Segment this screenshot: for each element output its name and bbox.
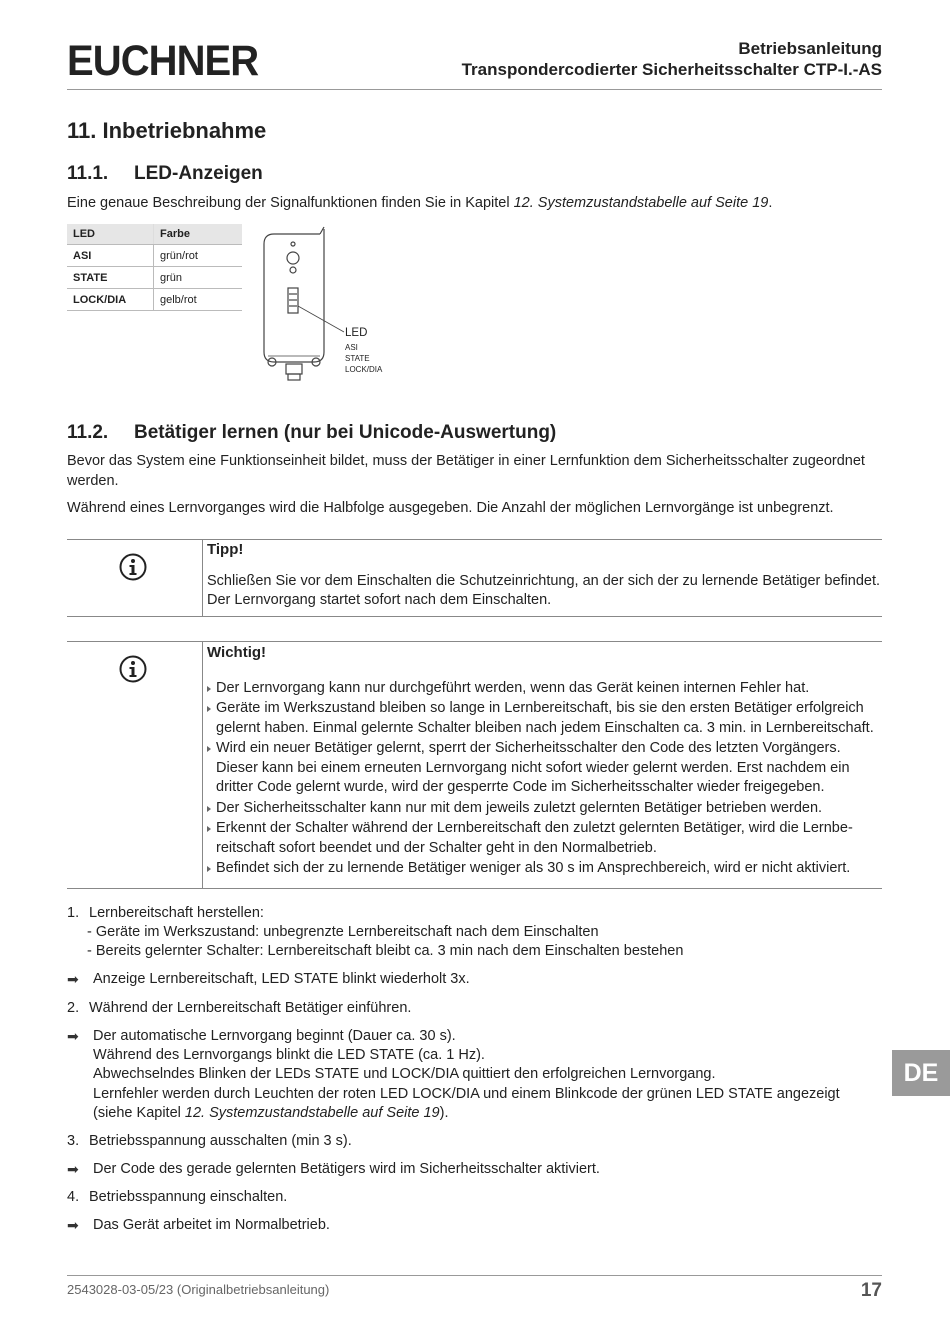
step-number: 1. bbox=[67, 905, 80, 921]
learn-paragraph-2: Während eines Lernvorganges wird die Halbfolge ausgegeben. Die Anzahl der möglichen Lernvorgänge ist unbegrenzt. bbox=[67, 500, 834, 516]
arrow-right-icon: ➡ bbox=[67, 1028, 79, 1044]
figure-led-state: STATE bbox=[345, 354, 370, 363]
list-item: Wird ein neuer Betätiger gelernt, sperrt der Sicherheitsschalter den Code des letzten Vorgängers. Dieser kann bei einem erneuten Lernvorgang nicht sofort wieder gelernt werden. Erst nachdem ein dritter Code gelernt wurde, wird der gesperrte Code im Sicherheitsschalter wieder freigegeben. bbox=[207, 739, 882, 798]
subsection-title: Betätiger lernen (nur bei Unicode-Auswertung) bbox=[134, 422, 557, 443]
important-box bbox=[67, 641, 882, 889]
result-3 bbox=[67, 1160, 600, 1180]
section-title: 11. Inbetriebnahme bbox=[67, 118, 267, 143]
header-title: Betriebsanleitung bbox=[738, 39, 882, 58]
intro-text: Eine genaue Beschreibung der Signalfunktionen finden Sie in Kapitel bbox=[67, 195, 514, 211]
table-row bbox=[67, 289, 242, 311]
table-row bbox=[67, 245, 242, 267]
switch-device-drawing bbox=[258, 224, 348, 394]
step-2 bbox=[67, 999, 411, 1018]
step-number: 2. bbox=[67, 1000, 80, 1016]
step-number: 4. bbox=[67, 1189, 80, 1205]
chapter-reference-link[interactable]: 12. Systemzustandstabelle auf Seite 19 bbox=[184, 1104, 440, 1121]
table-cell: ASI bbox=[67, 245, 154, 267]
tip-icon-cell bbox=[67, 540, 203, 616]
step-text: Betriebsspannung einschalten. bbox=[89, 1189, 288, 1205]
table-cell: gelb/rot bbox=[154, 289, 243, 311]
page-number: 17 bbox=[860, 1280, 882, 1301]
led-table bbox=[67, 224, 242, 311]
list-item: Befindet sich der zu lernende Betätiger weniger als 30 s im Ansprechbereich, wird er nicht aktiviert. bbox=[207, 859, 882, 879]
result-text: Der Code des gerade gelernten Betätigers wird im Sicherheitsschalter aktiviert. bbox=[93, 1161, 600, 1177]
list-item: Der Lernvorgang kann nur durchgeführt werden, wenn das Gerät keinen internen Fehler hat. bbox=[207, 679, 882, 699]
subsection-title: LED-Anzeigen bbox=[134, 163, 263, 184]
arrow-right-icon: ➡ bbox=[67, 971, 79, 987]
result-line: Lernfehler werden durch Leuchten der roten LED LOCK/DIA und einem Blinkcode der grünen LED STATE angezeigt bbox=[93, 1085, 840, 1102]
table-header-farbe: Farbe bbox=[154, 224, 243, 245]
step-3 bbox=[67, 1132, 352, 1151]
tip-content bbox=[207, 540, 882, 611]
table-header-led: LED bbox=[67, 224, 154, 245]
result-line: Der automatische Lernvorgang beginnt (Dauer ca. 30 s). bbox=[93, 1028, 456, 1044]
result-text: Anzeige Lernbereitschaft, LED STATE blinkt wiederholt 3x. bbox=[93, 971, 470, 987]
important-title: Wichtig! bbox=[207, 644, 267, 661]
intro-end: . bbox=[768, 195, 773, 211]
table-cell: STATE bbox=[67, 267, 154, 289]
table-cell: grün bbox=[154, 267, 243, 289]
header-divider bbox=[67, 89, 882, 90]
info-icon bbox=[119, 553, 147, 581]
arrow-right-icon: ➡ bbox=[67, 1217, 79, 1233]
result-4 bbox=[67, 1216, 330, 1236]
tip-title: Tipp! bbox=[207, 541, 244, 558]
step-1 bbox=[67, 904, 683, 961]
step-number: 3. bbox=[67, 1133, 80, 1149]
result-line: Während des Lernvorgangs blinkt die LED STATE (ca. 1 Hz). bbox=[93, 1047, 485, 1064]
tip-box bbox=[67, 539, 882, 617]
step-text: Betriebsspannung ausschalten (min 3 s). bbox=[89, 1133, 352, 1149]
table-cell: LOCK/DIA bbox=[67, 289, 154, 311]
arrow-right-icon: ➡ bbox=[67, 1161, 79, 1177]
step-sub-1: - Geräte im Werkszustand: unbegrenzte Lernbereitschaft nach dem Einschalten bbox=[87, 924, 599, 940]
language-tab[interactable]: DE bbox=[892, 1050, 950, 1096]
subsection-number: 11.1. bbox=[67, 163, 109, 184]
table-row bbox=[67, 267, 242, 289]
step-text: Während der Lernbereitschaft Betätiger einführen. bbox=[89, 1000, 412, 1016]
list-item: Geräte im Werkszustand bleiben so lange in Lernbereitschaft, bis sie den ersten Betätiger erfolgreich gelernt haben. Einmal gelernte Schalter bleiben nach jedem Einschalten ca. 3 min. in Lernbereitschaft. bbox=[207, 699, 882, 738]
document-header bbox=[462, 38, 882, 80]
important-list bbox=[207, 679, 882, 879]
result-text: Das Gerät arbeitet im Normalbetrieb. bbox=[93, 1217, 330, 1233]
footer-divider bbox=[67, 1275, 882, 1276]
figure-led-asi: ASI bbox=[345, 343, 358, 352]
chapter-reference-link[interactable]: 12. Systemzustandstabelle auf Seite 19 bbox=[513, 195, 769, 211]
step-text: Lernbereitschaft herstellen: bbox=[89, 905, 264, 921]
list-item: Erkennt der Schalter während der Lernbereitschaft den zuletzt gelernten Betätiger, wird die Lernbereitschaft sofort beendet und der Schalter geht in den Normalbetrieb. bbox=[207, 819, 882, 858]
important-content bbox=[207, 642, 882, 879]
result-1 bbox=[67, 970, 470, 990]
subsection-number: 11.2. bbox=[67, 422, 109, 443]
result-2 bbox=[67, 1027, 840, 1123]
figure-led-label: LED bbox=[345, 327, 368, 339]
result-line bbox=[93, 1104, 840, 1123]
info-icon bbox=[119, 655, 147, 683]
footer-document-id: 2543028-03-05/23 (Originalbetriebsanleitung) bbox=[67, 1282, 330, 1297]
result-text: (siehe Kapitel bbox=[93, 1104, 185, 1121]
subsection-11-2-heading bbox=[67, 422, 556, 444]
important-icon-cell bbox=[67, 642, 203, 888]
header-subtitle: Transpondercodierter Sicherheitsschalter CTP-I.-AS bbox=[461, 60, 882, 79]
tip-text: Schließen Sie vor dem Einschalten die Schutzeinrichtung, an der sich der zu lernende Betätiger befindet. Der Lernvorgang startet sofort nach dem Einschalten. bbox=[207, 572, 881, 608]
learn-paragraph-1: Bevor das System eine Funktionseinheit bildet, muss der Betätiger in einer Lernfunktion dem Sicherheitsschalter zugeordnet werden. bbox=[67, 453, 865, 489]
figure-led-lockdia: LOCK/DIA bbox=[345, 365, 383, 374]
step-4 bbox=[67, 1188, 287, 1207]
subsection-11-1-heading bbox=[67, 163, 263, 185]
list-item: Der Sicherheitsschalter kann nur mit dem jeweils zuletzt gelernten Betätiger betrieben werden. bbox=[207, 799, 882, 819]
table-cell: grün/rot bbox=[154, 245, 243, 267]
step-sub-2: - Bereits gelernter Schalter: Lernbereitschaft bleibt ca. 3 min nach dem Einschalten bestehen bbox=[87, 943, 684, 959]
euchner-logo: EUCHNER bbox=[67, 37, 259, 85]
result-text: ). bbox=[439, 1104, 449, 1121]
table-header-row bbox=[67, 224, 242, 245]
led-intro-paragraph bbox=[67, 194, 882, 214]
result-line: Abwechselndes Blinken der LEDs STATE und LOCK/DIA quittiert den erfolgreichen Lernvorgang. bbox=[93, 1066, 716, 1083]
